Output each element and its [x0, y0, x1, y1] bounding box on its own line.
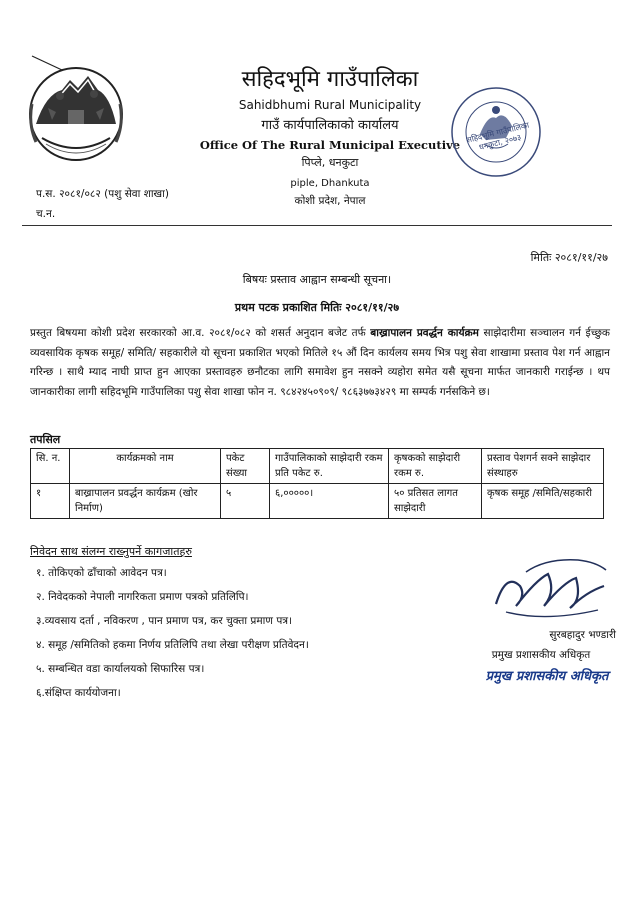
program-name-bold: बाख्रापालन प्रवर्द्धन कार्यक्रम	[370, 327, 479, 339]
list-item: ३.व्यवसाय दर्ता , नविकरण , पान प्रमाण पत्र, कर चुक्ता प्रमाण पत्र।	[36, 615, 293, 627]
attachments-title: निवेदन साथ संलग्न राख्नुपर्ने कागजातहरु	[30, 545, 192, 558]
cell-program-name: बाख्रापालन प्रवर्द्धन कार्यक्रम (खोर निर्माण)	[70, 484, 221, 519]
list-item: १. तोकिएको ढाँचाको आवेदन पत्र।	[36, 567, 167, 579]
province-nepali: कोशी प्रदेश, नेपाल	[294, 195, 366, 207]
header-divider	[22, 225, 612, 226]
letter-date: मितिः २०८१/११/२७	[530, 251, 608, 264]
cell-eligible-partners: कृषक समूह /समिति/सहकारी	[482, 484, 604, 519]
notice-body-part-2: साझेदारीमा सञ्चालन गर्न ईच्छुक व्यवसायिक कृषक समूह/ समिति/ सहकारीले यो सूचना प्रकाशित भएको मितिले १५ औं दिन कार्यलय समय भित्र पशु सेवा शाखामा प्रस्ताव पेश गर्न आह्वान गरिन्छ । साथै म्याद नाघी प्राप्त हुन आएका प्रस्तावहरु छनौटका लागि समावेश हुन नसक्ने व्यहोरा समेत यसै सूचना मार्फत जानकारी गराईन्छ । थप जानकारीका लागी सहिदभूमि गाउँपालिका पशु सेवा शाखा फोन न. ९८४२४५०९०९/ ९८६३७७३४२९ मा सम्पर्क गर्नसकिने छ।	[30, 327, 610, 398]
cell-municipality-share: ६,०००००।	[270, 484, 389, 519]
cell-serial: १	[31, 484, 70, 519]
program-details-table	[30, 448, 604, 519]
office-name-nepali: गाउँ कार्यपालिकाको कार्यालय	[261, 118, 399, 133]
notice-body-part-1: प्रस्तुत बिषयमा कोशी प्रदेश सरकारको आ.व. २०८१/०८२ को शसर्त अनुदान बजेट तर्फ	[30, 327, 371, 339]
org-name-nepali: सहिदभूमि गाउँपालिका	[241, 67, 419, 92]
handwritten-signature	[486, 552, 616, 632]
list-item: ४. समूह /समितिको हकमा निर्णय प्रतिलिपि तथा लेखा परीक्षण प्रतिवेदन।	[36, 639, 309, 651]
col-program-name: कार्यक्रमको नाम	[70, 449, 221, 484]
first-published-date: प्रथम पटक प्रकाशित मितिः २०८१/११/२७	[234, 301, 400, 314]
address-nepali: पिप्ले, धनकुटा	[301, 156, 359, 169]
letterhead	[180, 66, 480, 210]
signatory-title: प्रमुख प्रशासकीय अधिकृत	[491, 649, 591, 661]
list-item: ६.संक्षिप्त कार्ययोजना।	[36, 687, 121, 699]
subject-line: बिषयः प्रस्ताव आह्वान सम्बन्धी सूचना।	[242, 273, 392, 286]
table-header-row	[31, 449, 604, 484]
government-emblem	[18, 54, 134, 170]
office-name-english: Office Of The Rural Municipal Executive	[199, 138, 461, 152]
cell-pocket-count: ५	[221, 484, 270, 519]
col-municipality-share: गाउँपालिकाको साझेदारी रकम प्रति पकेट रु.	[270, 449, 389, 484]
org-name-english: Sahidbhumi Rural Municipality	[238, 98, 422, 112]
col-eligible-partners: प्रस्ताव पेशगर्न सक्ने साझेदार संस्थाहरु	[482, 449, 604, 484]
office-seal-lettering: सहिदभूमि गाउँपालिका धनकुटा, २०७३	[465, 120, 530, 152]
reference-number: प.स. २०८१/०८२ (पशु सेवा शाखा)	[36, 188, 169, 200]
col-farmer-share: कृषकको साझेदारी रकम रु.	[389, 449, 482, 484]
signatory-stamp: प्रमुख प्रशासकीय अधिकृत	[485, 669, 609, 684]
col-serial: सि. न.	[31, 449, 70, 484]
list-item: २. निवेदकको नेपाली नागरिकता प्रमाण पत्रको प्रतिलिपि।	[36, 591, 249, 603]
details-label: तपसिल	[30, 433, 61, 446]
address-english: piple, Dhankuta	[290, 178, 370, 189]
col-pocket-count: पकेट संख्या	[221, 449, 270, 484]
notice-body	[30, 324, 610, 402]
cell-farmer-share: ५० प्रतिसत लागत साझेदारी	[389, 484, 482, 519]
dispatch-number: च.न.	[36, 208, 56, 220]
signatory-name: सुरबहादुर भण्डारी	[549, 629, 616, 641]
table-row	[31, 484, 604, 519]
list-item: ५. सम्बन्धित वडा कार्यालयको सिफारिस पत्र।	[36, 663, 205, 675]
